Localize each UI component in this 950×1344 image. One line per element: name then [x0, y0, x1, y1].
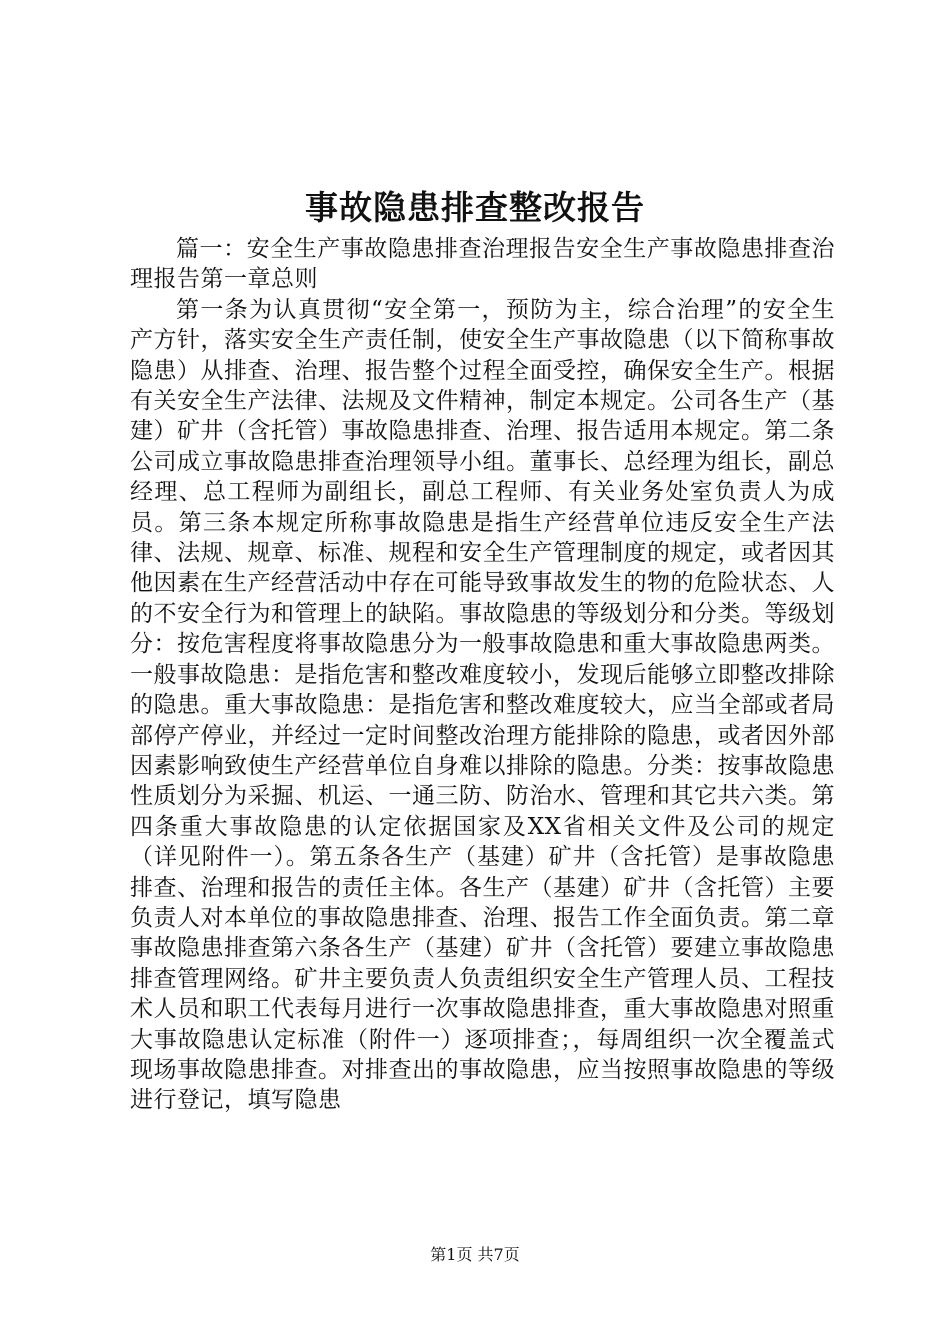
document-body: [130, 234, 835, 1116]
page-footer: 第1页 共7页: [430, 1245, 520, 1264]
paragraph-1: 篇一：安全生产事故隐患排查治理报告安全生产事故隐患排查治理报告第一章总则: [130, 236, 835, 293]
document-title: 事故隐患排查整改报告: [305, 188, 645, 227]
paragraph-2: 第一条为认真贯彻“安全第一，预防为主，综合治理”的安全生产方针，落实安全生产责任制，使安全生产事故隐患（以下简称事故隐患）从排查、治理、报告整个过程全面受控，确保安全生产。根据有关安全生产法律、法规及文件精神，制定本规定。公司各生产（基建）矿井（含托管）事故隐患排查、治理、报告适用本规定。第二条公司成立事故隐患排查治理领导小组。董事长、总经理为组长，副总经理、总工程师为副组长，副总工程师、有关业务处室负责人为成员。第三条本规定所称事故隐患是指生产经营单位违反安全生产法律、法规、规章、标准、规程和安全生产管理制度的规定，或者因其他因素在生产经营活动中存在可能导致事故发生的物的危险状态、人的不安全行为和管理上的缺陷。事故隐患的等级划分和分类。等级划分：按危害程度将事故隐患分为一般事故隐患和重大事故隐患两类。一般事故隐患：是指危害和整改难度较小，发现后能够立即整改排除的隐患。重大事故隐患：是指危害和整改难度较大，应当全部或者局部停产停业，并经过一定时间整改治理方能排除的隐患，或者因外部因素影响致使生产经营单位自身难以排除的隐患。分类：按事故隐患性质划分为采掘、机运、一通三防、防治水、管理和其它共六类。第四条重大事故隐患的认定依据国家及XX省相关文件及公司的规定（详见附件一）。第五条各生产（基建）矿井（含托管）是事故隐患排查、治理和报告的责任主体。各生产（基建）矿井（含托管）主要负责人对本单位的事故隐患排查、治理、报告工作全面负责。第二章事故隐患排查第六条各生产（基建）矿井（含托管）要建立事故隐患排查管理网络。矿井主要负责人负责组织安全生产管理人员、工程技术人员和职工代表每月进行一次事故隐患排查，重大事故隐患对照重大事故隐患认定标准（附件一）逐项排查；，每周组织一次全覆盖式现场事故隐患排查。对排查出的事故隐患，应当按照事故隐患的等级进行登记，填写隐患: [130, 296, 835, 1114]
